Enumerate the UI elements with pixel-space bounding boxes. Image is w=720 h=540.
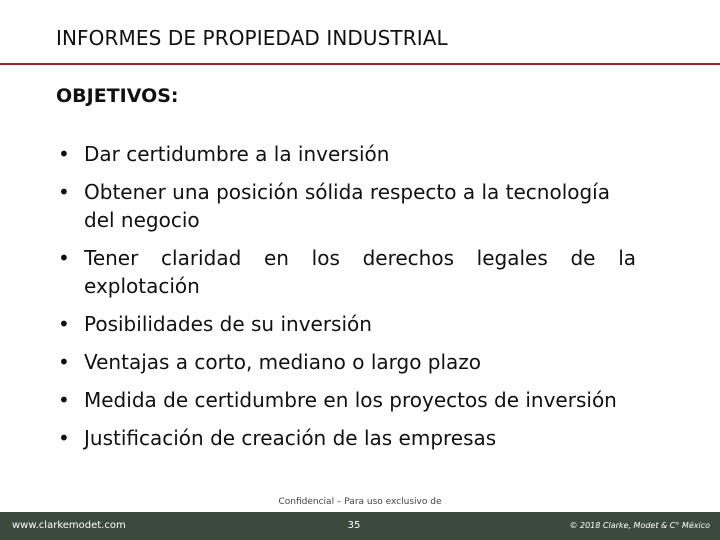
bullet-icon: • <box>58 142 70 166</box>
list-item <box>56 386 636 414</box>
page-number: 35 <box>347 520 361 531</box>
bullet-icon: • <box>58 312 70 336</box>
list-item-text: Posibilidades de su inversión <box>84 312 372 336</box>
title-divider <box>0 63 720 65</box>
slide-title: INFORMES DE PROPIEDAD INDUSTRIAL <box>56 26 448 50</box>
bullet-icon: • <box>58 180 70 204</box>
list-item-text: Obtener una posición sólida respecto a la tecnología del negocio <box>84 180 610 232</box>
list-item <box>56 424 636 452</box>
list-item <box>56 178 636 234</box>
footer-website-link[interactable]: www.clarkemodet.com <box>12 520 126 531</box>
confidential-note: Confidencial – Para uso exclusivo de <box>278 497 442 507</box>
bullet-icon: • <box>58 426 70 450</box>
list-item <box>56 244 636 300</box>
bullet-icon: • <box>58 246 70 270</box>
list-item <box>56 310 636 338</box>
list-item-text: Medida de certidumbre en los proyectos de inversión <box>84 388 617 412</box>
section-heading: OBJETIVOS: <box>56 85 179 107</box>
list-item-text: Dar certidumbre a la inversión <box>84 142 390 166</box>
bullet-icon: • <box>58 388 70 412</box>
list-item <box>56 348 636 376</box>
footer-bar <box>0 512 720 540</box>
copyright-notice: © 2018 Clarke, Modet & C° México <box>569 521 710 530</box>
bullet-icon: • <box>58 350 70 374</box>
objectives-list <box>56 140 636 462</box>
list-item-text: Ventajas a corto, mediano o largo plazo <box>84 350 482 374</box>
list-item-text: Justificación de creación de las empresas <box>84 426 497 450</box>
list-item-text: Tener claridad en los derechos legales de la explotación <box>84 246 636 298</box>
list-item <box>56 140 636 168</box>
